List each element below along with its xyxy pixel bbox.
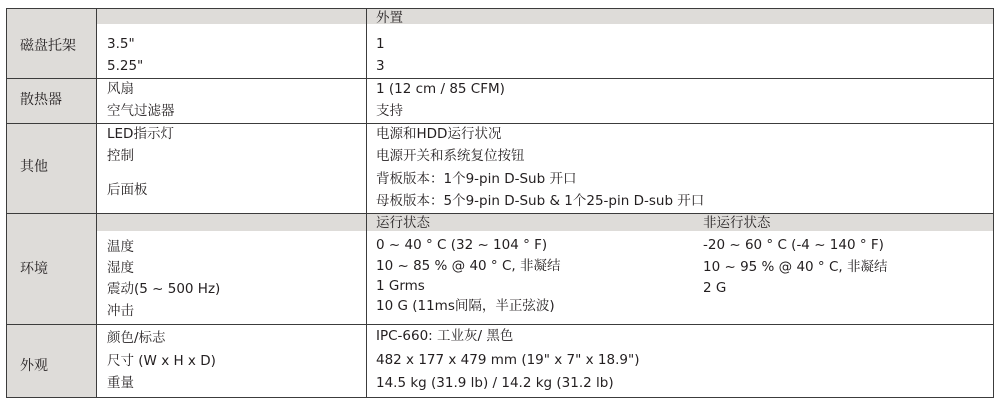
row-value: 1 [376,36,385,52]
row-label: 尺寸 (W x H x D) [107,353,216,369]
row-label: 温度 [107,239,134,255]
row-label: 5.25" [107,58,144,74]
non-operating-value: 2 G [703,280,727,296]
row-label: 冲击 [107,303,134,319]
rule-col2 [366,8,367,398]
row-label: 颜色/标志 [107,330,166,346]
row-label: 控制 [107,148,134,164]
rule-after-environment [6,324,994,325]
category-column-shade [6,8,96,398]
section-title-drive-bays: 磁盘托架 [20,38,76,54]
row-value-line1: 背板版本：1个9-pin D-Sub 开口 [376,171,577,187]
rule-after-other [6,213,994,214]
rule-after-cooling [6,123,994,124]
environment-header-non-operating: 非运行状态 [703,215,771,231]
operating-value: 1 Grms [376,278,425,294]
row-label: 3.5" [107,36,135,52]
spec-table [6,8,994,398]
row-label: 震动(5 ~ 500 Hz) [107,281,221,297]
rule-bottom [6,397,994,398]
row-value: 电源开关和系统复位按钮 [376,148,525,164]
row-label: LED指示灯 [107,126,174,142]
row-label: 湿度 [107,260,134,276]
row-value: 电源和HDD运行状况 [376,126,502,142]
operating-value: 0 ~ 40 ° C (32 ~ 104 ° F) [376,237,548,253]
row-value: 支持 [376,103,403,119]
header-shade-environment [6,213,994,231]
operating-value: 10 ~ 85 % @ 40 ° C, 非凝结 [376,258,561,274]
drive-bays-header: 外置 [376,10,403,26]
rule-col1 [96,8,97,398]
rule-after-drive-bays [6,78,994,79]
section-title-appearance: 外观 [20,358,48,374]
rule-right [993,8,994,398]
rule-left [6,8,7,398]
row-value: 14.5 kg (31.9 lb) / 14.2 kg (31.2 lb) [376,375,614,391]
row-value: 3 [376,58,385,74]
section-title-environment: 环境 [20,261,48,277]
row-value: 1 (12 cm / 85 CFM) [376,81,505,97]
rule-top [6,8,994,9]
row-label: 风扇 [107,81,134,97]
row-label: 重量 [107,375,134,391]
non-operating-value: -20 ~ 60 ° C (-4 ~ 140 ° F) [703,237,884,253]
section-title-other: 其他 [20,159,48,175]
row-value: 482 x 177 x 479 mm (19" x 7" x 18.9") [376,352,640,368]
environment-header-operating: 运行状态 [376,215,430,231]
row-label: 后面板 [107,182,148,198]
non-operating-value: 10 ~ 95 % @ 40 ° C, 非凝结 [703,259,888,275]
row-value: IPC-660: 工业灰/ 黑色 [376,328,514,344]
section-title-cooling: 散热器 [20,92,62,108]
row-value-line2: 母板版本：5个9-pin D-Sub & 1个25-pin D-sub 开口 [376,193,705,209]
operating-value: 10 G (11ms间隔，半正弦波) [376,298,555,314]
row-label: 空气过滤器 [107,103,175,119]
header-shade-drive-bays [6,8,994,24]
